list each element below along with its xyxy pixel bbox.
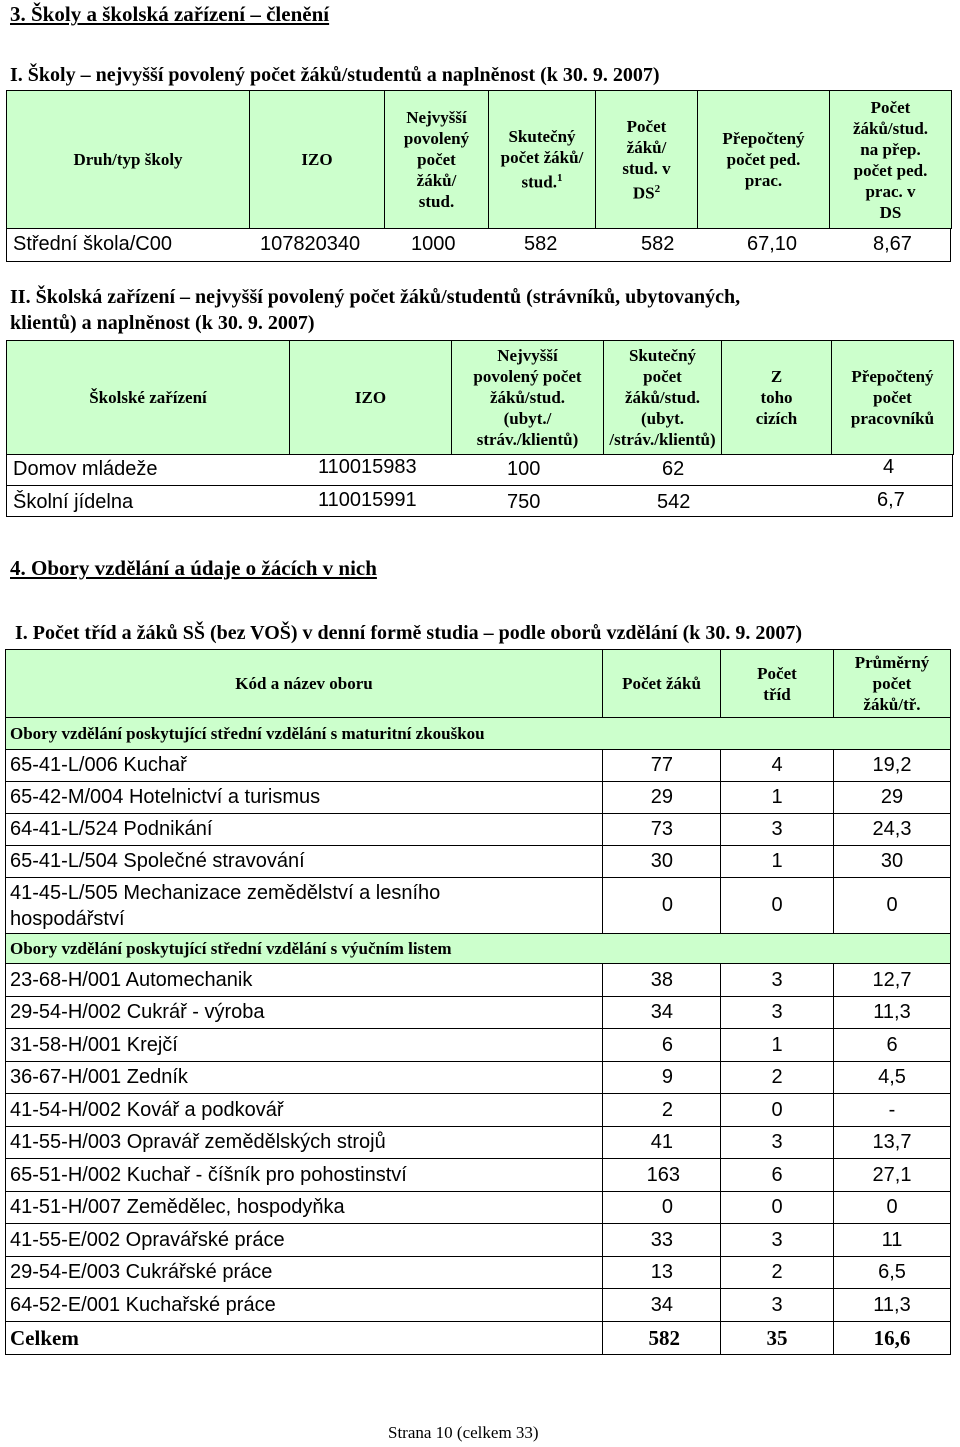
program-trid: 1 <box>721 846 834 878</box>
header-pocet-zaku: Počet žáků <box>603 650 721 718</box>
program-trid: 0 <box>721 1094 834 1127</box>
row-nejvyssi: 1000 <box>411 233 456 255</box>
header-prumer: Průměrný počet žáků/tř. <box>834 650 951 718</box>
schools-capacity-table <box>6 90 952 229</box>
total-zaku: 582 <box>603 1322 721 1355</box>
program-trid: 3 <box>721 1224 834 1257</box>
total-prumer: 16,6 <box>834 1322 951 1355</box>
program-zaku: 2 <box>603 1094 721 1127</box>
facility-prepocteny: 4 <box>883 456 895 478</box>
program-prumer: 30 <box>834 846 951 878</box>
program-trid: 1 <box>721 782 834 814</box>
header-skutecny: Skutečný počet žáků/ stud.$^1$ <box>489 91 596 229</box>
program-prumer: 11,3 <box>834 1289 951 1322</box>
header-kod: Kód a název oboru <box>6 650 603 718</box>
header-ds: Počet žáků/ stud. v $DS^2$ <box>596 91 698 229</box>
program-name: 64-41-L/524 Podnikání <box>6 814 603 846</box>
facility-row <box>6 485 953 517</box>
row-izo: 107820340 <box>260 233 361 255</box>
program-prumer: 27,1 <box>834 1159 951 1192</box>
program-prumer: 29 <box>834 782 951 814</box>
program-trid: 3 <box>721 1127 834 1159</box>
program-name: 29-54-E/003 Cukrářské práce <box>6 1257 603 1289</box>
facility-izo: 110015983 <box>318 456 417 478</box>
header-pocet-trid: Počet tříd <box>721 650 834 718</box>
program-name: 29-54-H/002 Cukrář - výroba <box>6 997 603 1029</box>
program-name: 64-52-E/001 Kuchařské práce <box>6 1289 603 1322</box>
total-label: Celkem <box>6 1322 603 1355</box>
facility-skutecny: 62 <box>662 458 685 480</box>
facility-izo: 110015991 <box>318 489 417 511</box>
program-prumer: 0 <box>834 878 951 934</box>
program-zaku: 29 <box>603 782 721 814</box>
facility-nejvyssi: 100 <box>507 458 541 480</box>
section-4-title: 4. Obory vzdělání a údaje o žácích v nich <box>10 556 377 580</box>
row-skutecny: 582 <box>524 233 558 255</box>
program-trid: 3 <box>721 1289 834 1322</box>
program-zaku: 77 <box>603 750 721 782</box>
header-izo: IZO <box>250 91 385 229</box>
header-zarizeni: Školské zařízení <box>7 341 290 455</box>
program-trid: 3 <box>721 964 834 997</box>
program-prumer: 4,5 <box>834 1062 951 1094</box>
facility-nejvyssi: 750 <box>507 491 541 513</box>
program-name: 41-45-L/505 Mechanizace zemědělství a lesního hospodářství <box>6 878 603 934</box>
program-name: 36-67-H/001 Zedník <box>6 1062 603 1094</box>
facilities-header-table <box>6 340 954 455</box>
program-zaku: 0 <box>603 1192 721 1224</box>
program-zaku: 33 <box>603 1224 721 1257</box>
program-name: 65-41-L/504 Společné stravování <box>6 846 603 878</box>
header-nejvyssi: Nejvyšší povolený počet žáků/ stud. <box>385 91 489 229</box>
facility-name: Domov mládeže <box>13 458 158 480</box>
program-name: 41-55-E/002 Opravářské práce <box>6 1224 603 1257</box>
program-name: 41-55-H/003 Opravář zemědělských strojů <box>6 1127 603 1159</box>
facility-row <box>6 454 953 486</box>
program-zaku: 6 <box>603 1029 721 1062</box>
table-1-heading: I. Školy – nejvyšší povolený počet žáků/studentů a naplněnost (k 30. 9. 2007) <box>10 64 660 86</box>
program-zaku: 73 <box>603 814 721 846</box>
program-zaku: 38 <box>603 964 721 997</box>
program-prumer: 6 <box>834 1029 951 1062</box>
group-heading: Obory vzdělání poskytující střední vzdělání s výučním listem <box>6 934 951 964</box>
header-cizich: Z toho cizích <box>722 341 832 455</box>
program-trid: 3 <box>721 814 834 846</box>
facility-skutecny: 542 <box>657 491 691 513</box>
program-prumer: 24,3 <box>834 814 951 846</box>
row-ds: 582 <box>641 233 675 255</box>
program-trid: 1 <box>721 1029 834 1062</box>
program-name: 65-41-L/006 Kuchař <box>6 750 603 782</box>
table-1-data-row <box>6 228 951 262</box>
table-2-heading-line-2: klientů) a naplněnost (k 30. 9. 2007) <box>10 312 315 334</box>
program-trid: 0 <box>721 1192 834 1224</box>
program-trid: 2 <box>721 1257 834 1289</box>
program-prumer: 19,2 <box>834 750 951 782</box>
row-prepocteny: 67,10 <box>747 233 798 255</box>
header-izo-2: IZO <box>290 341 452 455</box>
table-2-heading-line-1: II. Školská zařízení – nejvyšší povolený počet žáků/studentů (strávníků, ubytovaných, <box>10 286 741 308</box>
program-zaku: 13 <box>603 1257 721 1289</box>
program-trid: 3 <box>721 997 834 1029</box>
program-name: 65-51-H/002 Kuchař - číšník pro pohostinství <box>6 1159 603 1192</box>
program-trid: 4 <box>721 750 834 782</box>
program-name: 65-42-M/004 Hotelnictví a turismus <box>6 782 603 814</box>
program-name: 23-68-H/001 Automechanik <box>6 964 603 997</box>
program-zaku: 9 <box>603 1062 721 1094</box>
header-prepocteny-2: Přepočtený počet pracovníků <box>832 341 954 455</box>
program-prumer: 11,3 <box>834 997 951 1029</box>
program-prumer: 6,5 <box>834 1257 951 1289</box>
facility-prepocteny: 6,7 <box>877 489 905 511</box>
table-3-heading: I. Počet tříd a žáků SŠ (bez VOŠ) v denní formě studia – podle oborů vzdělání (k 30. 9. 2007) <box>15 622 803 644</box>
header-pocet-na-prep: Počet žáků/stud. na přep. počet ped. prac. v DS <box>830 91 952 229</box>
program-name: 31-58-H/001 Krejčí <box>6 1029 603 1062</box>
group-heading: Obory vzdělání poskytující střední vzdělání s maturitní zkouškou <box>6 718 951 750</box>
program-name: 41-54-H/002 Kovář a podkovář <box>6 1094 603 1127</box>
header-druh: Druh/typ školy <box>7 91 250 229</box>
total-trid: 35 <box>721 1322 834 1355</box>
program-name: 41-51-H/007 Zemědělec, hospodyňka <box>6 1192 603 1224</box>
programs-table <box>5 649 951 1355</box>
row-druh: Střední škola/C00 <box>13 233 172 255</box>
facility-name: Školní jídelna <box>13 491 134 513</box>
program-trid: 6 <box>721 1159 834 1192</box>
program-prumer: 13,7 <box>834 1127 951 1159</box>
program-zaku: 163 <box>603 1159 721 1192</box>
header-skutecny-2: Skutečný počet žáků/stud. (ubyt. /stráv./klientů) <box>604 341 722 455</box>
program-trid: 0 <box>721 878 834 934</box>
header-nejvyssi-2: Nejvyšší povolený počet žáků/stud. (ubyt./ stráv./klientů) <box>452 341 604 455</box>
program-zaku: 0 <box>603 878 721 934</box>
program-zaku: 34 <box>603 997 721 1029</box>
program-prumer: - <box>834 1094 951 1127</box>
header-prepocteny: Přepočtený počet ped. prac. <box>698 91 830 229</box>
program-prumer: 0 <box>834 1192 951 1224</box>
program-zaku: 34 <box>603 1289 721 1322</box>
program-prumer: 12,7 <box>834 964 951 997</box>
page-footer: Strana 10 (celkem 33) <box>388 1423 539 1442</box>
row-pocet-na: 8,67 <box>873 233 912 255</box>
section-3-title: 3. Školy a školská zařízení – členění <box>10 2 330 26</box>
program-zaku: 30 <box>603 846 721 878</box>
program-zaku: 41 <box>603 1127 721 1159</box>
program-prumer: 11 <box>834 1224 951 1257</box>
program-trid: 2 <box>721 1062 834 1094</box>
